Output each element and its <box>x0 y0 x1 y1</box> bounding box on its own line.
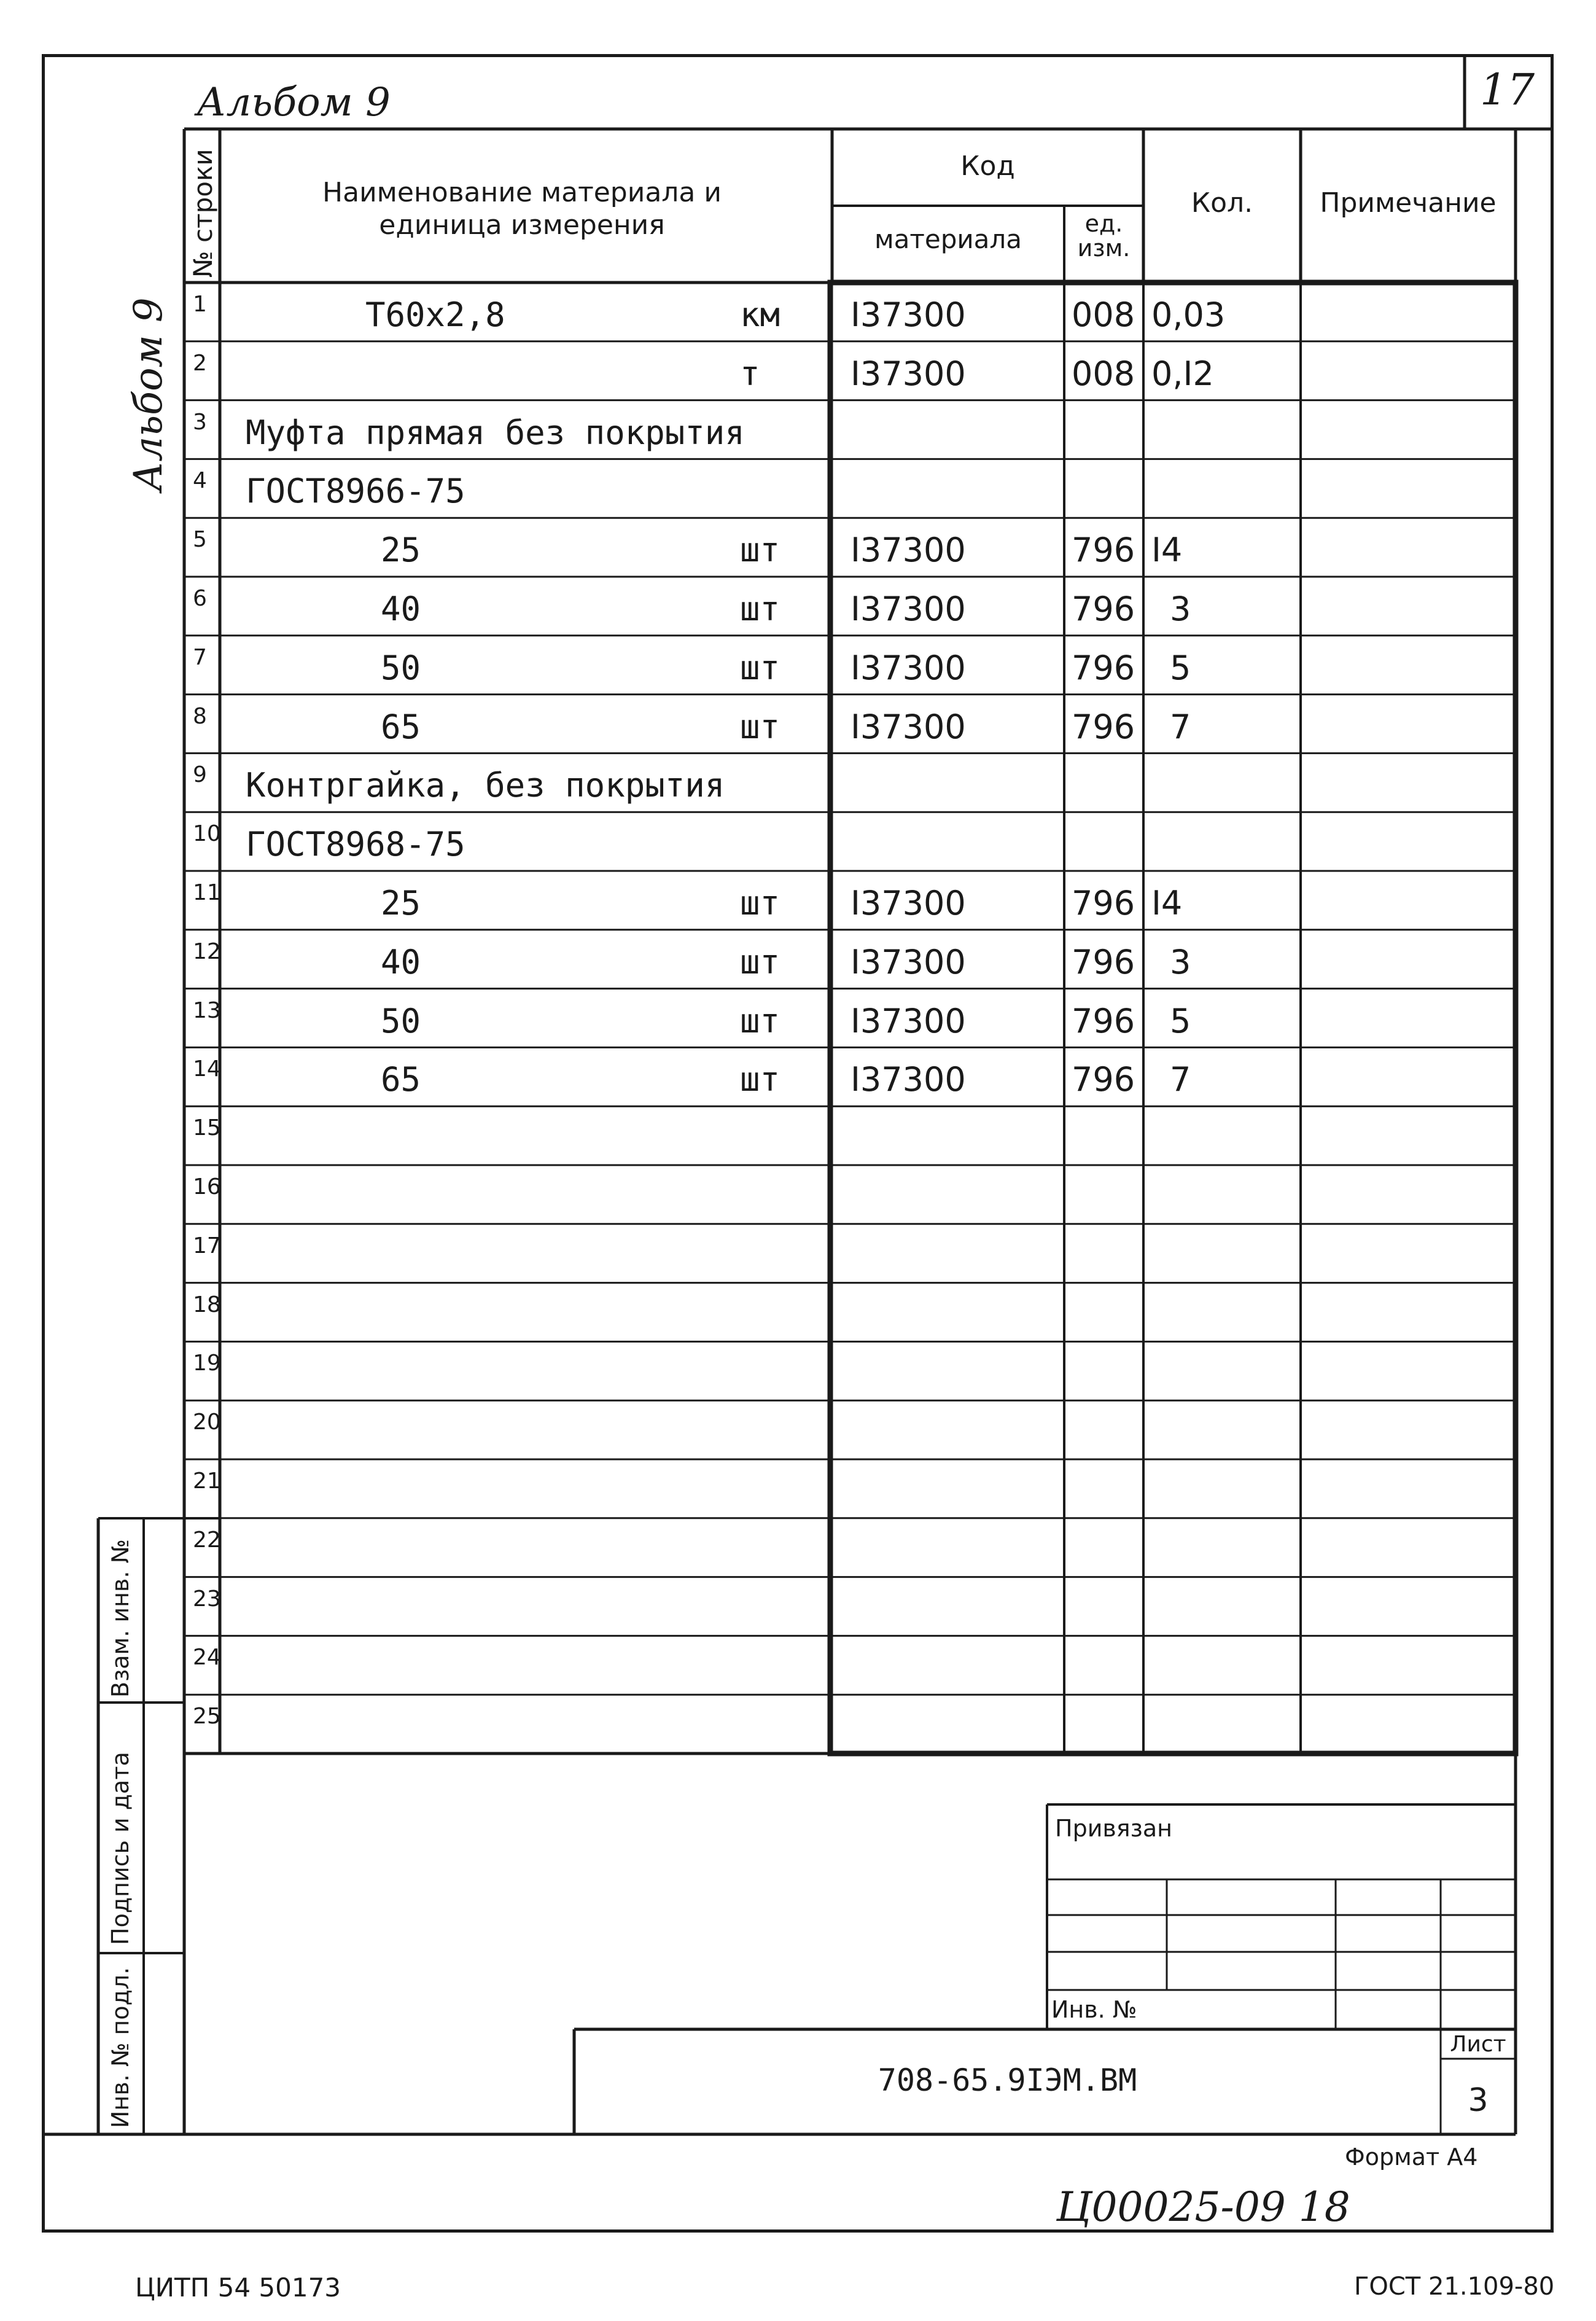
row-number: 16 <box>193 1174 221 1200</box>
row-number: 19 <box>193 1351 221 1376</box>
row-number: 25 <box>193 1704 221 1730</box>
row-name: 65 <box>381 1060 421 1099</box>
header-code: Код <box>960 150 1015 182</box>
header-name: Наименование материала и единица измерения <box>322 177 722 241</box>
row-unit-code: 796 <box>1072 884 1135 923</box>
stamp-privyazan: Привязан <box>1055 1815 1172 1842</box>
row-quantity: 7 <box>1170 1060 1191 1099</box>
row-quantity: I4 <box>1151 884 1183 923</box>
album-label-side: Альбом 9 <box>126 297 171 491</box>
strip-podpis: Подпись и дата <box>107 1752 134 1945</box>
row-number: 23 <box>193 1586 221 1612</box>
row-name: 40 <box>381 942 421 981</box>
row-unit: шт <box>740 1001 780 1040</box>
row-quantity: 3 <box>1170 942 1191 981</box>
row-material-code: I37300 <box>851 942 966 981</box>
row-unit: шт <box>740 942 780 981</box>
row-unit-code: 796 <box>1072 648 1135 687</box>
stamp-inv-no: Инв. № <box>1051 1996 1137 2023</box>
row-material-code: I37300 <box>851 590 966 628</box>
row-unit-code: 796 <box>1072 1060 1135 1099</box>
row-number: 22 <box>193 1527 221 1553</box>
row-name: 65 <box>381 707 421 746</box>
row-number: 7 <box>193 644 207 670</box>
row-unit: шт <box>740 590 780 628</box>
row-number: 15 <box>193 1115 221 1141</box>
row-number: 17 <box>193 1233 221 1258</box>
row-number: 2 <box>193 350 207 376</box>
row-quantity: 5 <box>1170 648 1191 687</box>
row-number: 24 <box>193 1645 221 1671</box>
row-number: 18 <box>193 1292 221 1317</box>
header-code-unit: ед. изм. <box>1077 210 1131 262</box>
row-material-code: I37300 <box>851 648 966 687</box>
row-quantity: 7 <box>1170 707 1191 746</box>
row-number: 13 <box>193 997 221 1023</box>
row-quantity: 5 <box>1170 1001 1191 1040</box>
row-name: 25 <box>381 531 421 570</box>
row-unit-code: 008 <box>1072 354 1135 393</box>
row-material-code: I37300 <box>851 354 966 393</box>
row-unit: шт <box>740 648 780 687</box>
header-note: Примечание <box>1320 187 1497 219</box>
row-unit: км <box>740 295 780 334</box>
row-number: 9 <box>193 762 207 788</box>
row-number: 5 <box>193 527 207 553</box>
row-number: 20 <box>193 1410 221 1435</box>
strip-inv-podl: Инв. № подл. <box>107 1967 134 2128</box>
row-unit-code: 008 <box>1072 295 1135 334</box>
strip-vzam: Взам. инв. № <box>107 1539 134 1698</box>
row-name: Муфта прямая без покрытия <box>246 413 745 452</box>
row-unit-code: 796 <box>1072 707 1135 746</box>
format-label: Формат А4 <box>1345 2144 1478 2171</box>
row-name: ГОСТ8968-75 <box>246 825 465 864</box>
row-number: 21 <box>193 1469 221 1494</box>
row-material-code: I37300 <box>851 884 966 923</box>
row-quantity: 0,03 <box>1151 295 1226 334</box>
row-name: 50 <box>381 648 421 687</box>
header-qty: Кол. <box>1191 187 1253 219</box>
row-material-code: I37300 <box>851 707 966 746</box>
row-material-code: I37300 <box>851 531 966 570</box>
row-name: Т60х2,8 <box>365 295 505 334</box>
row-number: 3 <box>193 409 207 435</box>
row-unit: т <box>740 354 760 393</box>
row-name: 50 <box>381 1001 421 1040</box>
row-number: 8 <box>193 703 207 729</box>
row-name: ГОСТ8966-75 <box>246 472 465 511</box>
row-unit: шт <box>740 884 780 923</box>
row-number: 10 <box>193 821 221 847</box>
row-unit: шт <box>740 531 780 570</box>
row-material-code: I37300 <box>851 295 966 334</box>
row-unit-code: 796 <box>1072 531 1135 570</box>
row-material-code: I37300 <box>851 1060 966 1099</box>
footer-left: ЦИТП 54 50173 <box>135 2272 341 2303</box>
stamp-list-label: Лист <box>1450 2032 1506 2057</box>
row-unit-code: 796 <box>1072 942 1135 981</box>
row-number: 1 <box>193 292 207 317</box>
row-number: 6 <box>193 586 207 611</box>
handwritten-bottom: Ц00025-09 18 <box>1056 2183 1350 2231</box>
row-quantity: I4 <box>1151 531 1183 570</box>
row-quantity: 3 <box>1170 590 1191 628</box>
header-row-no: № строки <box>188 149 218 278</box>
album-label-top: Альбом 9 <box>197 80 391 125</box>
row-unit: шт <box>740 1060 780 1099</box>
row-number: 12 <box>193 938 221 964</box>
page-corner-number: 17 <box>1480 64 1535 115</box>
row-name: Контргайка, без покрытия <box>246 766 725 805</box>
row-unit: шт <box>740 707 780 746</box>
stamp-doc-code: 708-65.9IЭМ.ВМ <box>878 2062 1137 2098</box>
row-name: 25 <box>381 884 421 923</box>
row-name: 40 <box>381 590 421 628</box>
row-quantity: 0,I2 <box>1151 354 1214 393</box>
row-number: 14 <box>193 1056 221 1082</box>
header-code-material: материала <box>874 224 1022 254</box>
row-unit-code: 796 <box>1072 1001 1135 1040</box>
row-unit-code: 796 <box>1072 590 1135 628</box>
stamp-list-value: 3 <box>1468 2082 1489 2119</box>
row-material-code: I37300 <box>851 1001 966 1040</box>
row-number: 11 <box>193 880 221 905</box>
footer-right: ГОСТ 21.109-80 <box>1354 2272 1555 2301</box>
row-number: 4 <box>193 468 207 494</box>
